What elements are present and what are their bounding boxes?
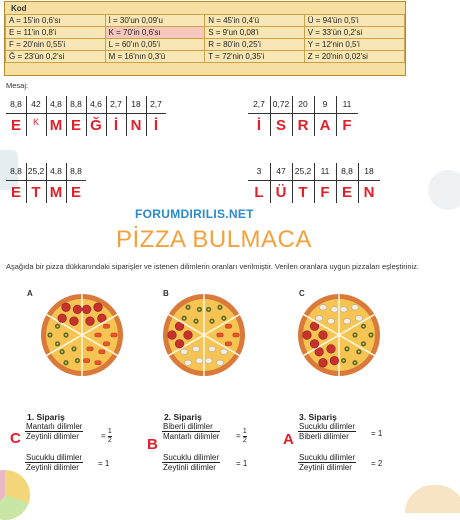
order-2-title: 2. Sipariş [164, 412, 202, 422]
mushroom [343, 318, 350, 324]
grid-letter: İ [113, 117, 119, 134]
grid-cell-border [292, 96, 293, 136]
mushroom [181, 349, 188, 355]
grid-letter: E [341, 184, 352, 201]
code-table-cell: M = 16'nın 0,3'ü [105, 51, 205, 63]
pepper [225, 342, 231, 346]
grid-number: 25,2 [294, 166, 312, 176]
code-table-cell: A = 15'in 0,6'sı [6, 15, 106, 27]
pepperoni [62, 303, 71, 312]
grid-cell-border [106, 96, 107, 136]
grid-cell-border [336, 163, 337, 203]
order-3-ratio-2-value: = 2 [371, 459, 383, 468]
grid-cell-border [126, 96, 127, 136]
grid-cell-border [336, 96, 337, 136]
grid-letter: S [275, 117, 286, 134]
grid-number: 11 [342, 99, 352, 109]
grid-number: 20 [298, 99, 308, 109]
page-title: PİZZA BULMACA [116, 226, 312, 253]
grid-number: 4,6 [90, 99, 102, 109]
mushroom [340, 307, 347, 313]
mushroom [316, 315, 323, 321]
olive-hole [65, 362, 67, 364]
grid-letter: F [320, 184, 330, 201]
olive-hole [65, 334, 67, 336]
olive-hole [73, 348, 75, 350]
grid-letter: N [130, 117, 142, 134]
grid-letter: M [49, 184, 63, 201]
code-table-cell: L = 60'ın 0,05'i [105, 39, 205, 51]
mushroom [184, 360, 191, 366]
order-3-ratio-2: Sucuklu dilimler Zeytinli dilimler [299, 453, 356, 472]
grid-cell-border [314, 163, 315, 203]
grid-number: 18 [131, 99, 141, 109]
pizza-b-icon [162, 293, 246, 377]
pepper [233, 333, 239, 337]
olive-hole [346, 348, 348, 350]
order-2-ratio-2-value: = 1 [236, 459, 248, 468]
mushroom [220, 349, 227, 355]
grid-cell-border [66, 96, 67, 136]
grid-cell-border [26, 163, 27, 203]
grid-cell-border [270, 96, 271, 136]
order-1-answer: C [10, 430, 21, 447]
olive-hole [187, 306, 189, 308]
grid-number: 3 [256, 166, 262, 176]
pepperoni [310, 340, 319, 349]
olive-hole [198, 308, 200, 310]
code-table-grid [5, 14, 405, 63]
grid-cell-border [66, 163, 67, 203]
order-1-title: 1. Sipariş [27, 412, 65, 422]
mushroom [327, 318, 334, 324]
pepperoni [330, 356, 339, 365]
olive-hole [358, 351, 360, 353]
grid-letter: E [70, 117, 81, 134]
grid-letter: T [298, 184, 308, 201]
pepper [103, 342, 109, 346]
grid-letter: E [10, 117, 21, 134]
pepper [95, 333, 101, 337]
pepperoni [168, 331, 177, 340]
grid-number: 9 [322, 99, 328, 109]
code-table-row [6, 51, 405, 63]
pepperoni [175, 340, 184, 349]
pepperoni [303, 331, 312, 340]
grid-number: 2,7 [110, 99, 122, 109]
pizza-c-icon [297, 293, 381, 377]
code-table-cell: R = 80'in 0,25'i [205, 39, 305, 51]
order-3-ratio-1-value: = 1 [371, 429, 383, 438]
olive-hole [219, 306, 221, 308]
grid-letter: E [70, 184, 81, 201]
pepperoni [58, 314, 67, 323]
word-grid-3 [6, 163, 86, 213]
olive-hole [370, 334, 372, 336]
code-table [4, 1, 406, 76]
order-1-ratio-2: Sucuklu dilimler Zeytinli dilimler [26, 453, 83, 472]
mushroom [351, 304, 358, 310]
pepper [87, 347, 93, 351]
grid-number: 4,8 [50, 166, 62, 176]
pizza-label-a: A [27, 289, 33, 298]
grid-number: 4,8 [50, 99, 62, 109]
mushroom [216, 360, 223, 366]
mushroom [208, 346, 215, 352]
word-grid-2 [248, 96, 358, 146]
olive-hole [76, 360, 78, 362]
grid-letter: A [319, 117, 331, 134]
grid-number: 25,2 [27, 166, 45, 176]
decorative-shape-bottom-right [405, 485, 460, 513]
grid-cell-border [26, 96, 27, 136]
grid-letter: İ [256, 117, 262, 134]
code-table-cell: Ü = 94'ün 0,5'i [304, 15, 404, 27]
grid-number: 8,8 [10, 166, 22, 176]
olive-hole [362, 343, 364, 345]
pepper [95, 361, 101, 365]
grid-letter: İ [153, 117, 159, 134]
order-2-ratio-2: Sucuklu dilimler Zeytinli dilimler [163, 453, 220, 472]
message-label: Mesaj: [6, 81, 29, 90]
code-table-cell: E = 11'in 0,8'i [6, 27, 106, 39]
code-table-cell: İ = 30'un 0,09'u [105, 15, 205, 27]
grid-number: 2,7 [150, 99, 162, 109]
pepperoni [94, 303, 103, 312]
pizza-label-b: B [163, 289, 169, 298]
pepper [217, 333, 223, 337]
olive-hole [354, 362, 356, 364]
code-table-row [6, 39, 405, 51]
grid-cell-border [86, 96, 87, 136]
code-table-cell: T = 72'nin 0,35'i [205, 51, 305, 63]
pepperoni [327, 345, 336, 354]
code-table-row [6, 15, 405, 27]
pepperoni [319, 358, 328, 367]
olive-hole [208, 308, 210, 310]
grid-letter: Ü [275, 184, 287, 201]
grid-letter: E [10, 184, 21, 201]
code-table-cell: Y = 12'nin 0,5'i [304, 39, 404, 51]
pepperoni [319, 331, 328, 340]
code-table-cell: Ğ = 23'ün 0,2'si [6, 51, 106, 63]
grid-number: 8,8 [10, 99, 22, 109]
grid-letter: Ğ [90, 117, 102, 134]
code-table-cell: Z = 20'nin 0,02'si [304, 51, 404, 63]
grid-letter: L [254, 184, 264, 201]
olive-hole [57, 325, 59, 327]
code-table-cell: K = 70'in 0,6'sı [105, 27, 205, 39]
order-1-ratio-2-value: = 1 [98, 459, 110, 468]
pepper [103, 324, 109, 328]
pepperoni [184, 331, 193, 340]
word-grid-4 [248, 163, 380, 213]
grid-letter: F [342, 117, 352, 134]
pizza-label-c: C [299, 289, 305, 298]
grid-letter: M [49, 117, 63, 134]
grid-cell-border [146, 96, 147, 136]
olive-hole [354, 334, 356, 336]
grid-number: 8,8 [341, 166, 353, 176]
grid-cell-border [314, 96, 315, 136]
grid-cell-border [46, 163, 47, 203]
grid-divider [248, 113, 358, 114]
grid-number: 18 [364, 166, 374, 176]
mushroom [319, 304, 326, 310]
order-2-ratio-1: Biberli dilimler Mantarlı dilimler [163, 422, 220, 441]
grid-number: 2,7 [253, 99, 265, 109]
code-table-cell: V = 33'ün 0,2'si [304, 27, 404, 39]
olive-hole [49, 334, 51, 336]
grid-cell-border [46, 96, 47, 136]
grid-letter: R [297, 117, 309, 134]
grid-letter: T [31, 184, 41, 201]
olive-hole [195, 320, 197, 322]
order-1-ratio-1: Mantarlı dilimler Zeytinli dilimler [26, 422, 83, 441]
order-3-ratio-1: Sucuklu dilimler Biberli dilimler [299, 422, 356, 441]
site-watermark: FORUMDIRILIS.NET [135, 207, 254, 221]
order-3-answer: A [283, 431, 294, 448]
grid-letter: K [32, 117, 39, 127]
olive-hole [183, 317, 185, 319]
code-table-row [6, 27, 405, 39]
olive-hole [362, 325, 364, 327]
grid-number: 47 [276, 166, 286, 176]
mushroom [196, 358, 203, 364]
grid-number: 8,8 [70, 166, 82, 176]
pepperoni [82, 305, 91, 314]
order-2-ratio-1-value: = $\frac{1}{2}$ [236, 428, 247, 444]
decorative-blob-right [428, 170, 460, 210]
code-table-title: Kod [11, 4, 27, 13]
code-table-cell: F = 20'nin 0,55'i [6, 39, 106, 51]
code-table-cell: N = 45'in 0,4'ü [205, 15, 305, 27]
order-3-title: 3. Sipariş [299, 412, 337, 422]
mushroom [331, 307, 338, 313]
instructions: Aşağıda bir pizza dükkanındaki siparişler ve istenen dilimlerin oranları verilmiştir. Verilen oranlara uygun pizzaları eşleştiriniz. [6, 262, 420, 271]
grid-cell-border [358, 163, 359, 203]
olive-hole [343, 360, 345, 362]
olive-hole [211, 320, 213, 322]
code-table-cell: S = 9'un 0,08'i [205, 27, 305, 39]
pepperoni [73, 305, 82, 314]
olive-hole [223, 317, 225, 319]
pepper [83, 359, 89, 363]
mushroom [205, 358, 212, 364]
pepper [99, 350, 105, 354]
grid-number: 0,72 [272, 99, 290, 109]
pepperoni [86, 317, 95, 326]
mushroom [192, 346, 199, 352]
pepper [225, 324, 231, 328]
olive-hole [61, 351, 63, 353]
grid-number: 42 [31, 99, 41, 109]
word-grid-1 [6, 96, 166, 146]
order-1-ratio-1-value: = $\frac{1}{2}$ [101, 428, 112, 444]
grid-number: 8,8 [70, 99, 82, 109]
pepper [111, 333, 117, 337]
pepperoni [70, 317, 79, 326]
grid-number: 11 [320, 166, 330, 176]
grid-letter: N [363, 184, 375, 201]
grid-cell-border [270, 163, 271, 203]
olive-hole [57, 343, 59, 345]
grid-cell-border [292, 163, 293, 203]
order-2-answer: B [147, 436, 158, 453]
mushroom [355, 315, 362, 321]
pizza-a-icon [40, 293, 124, 377]
